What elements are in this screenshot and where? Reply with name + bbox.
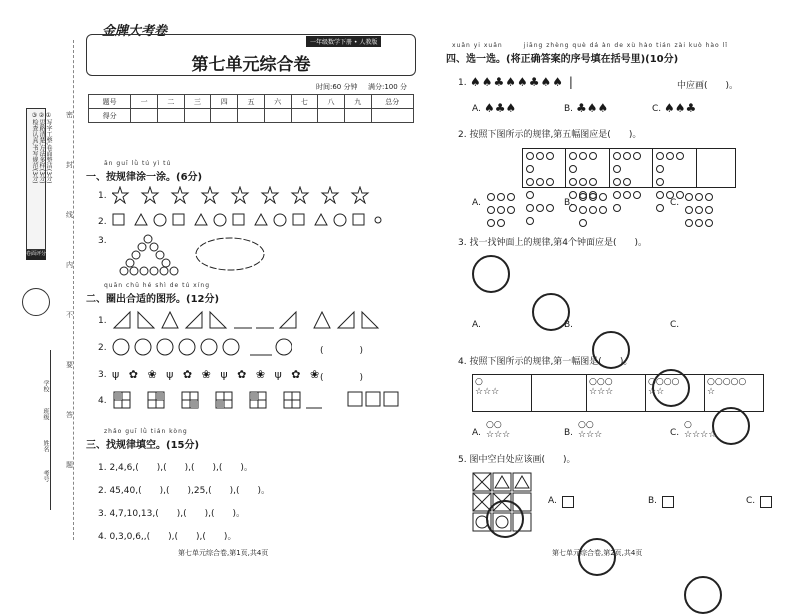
q1-num: 1.: [458, 78, 467, 88]
score-header: 七: [291, 95, 318, 109]
plant-row[interactable]: ψ ✿ ❀ ψ ✿ ❀ ψ ✿ ❀ ψ ✿ ❀: [112, 368, 323, 381]
score-cell[interactable]: [184, 109, 211, 123]
face-row[interactable]: [112, 337, 292, 357]
q5-opt-c[interactable]: C.: [746, 496, 756, 506]
scoring-notes: [26, 108, 52, 250]
name-label: 姓名: [42, 440, 49, 452]
star-icon: [172, 187, 188, 203]
star-icon: [202, 187, 218, 203]
q1-tail: 中应画( )。: [677, 81, 739, 91]
cut-line: [73, 40, 74, 540]
s3-line-1[interactable]: 1. 2,4,6,( ),( ),( ),( )。: [98, 463, 253, 473]
q2-opt-c[interactable]: C.: [670, 198, 680, 208]
note-1: ①写字工整,卷面整洁(3分): [45, 112, 52, 184]
note-2: ②思路清楚,方法多样(3分): [38, 112, 45, 184]
clock-icon: [684, 576, 722, 614]
s1-q2-num: 2.: [98, 217, 107, 227]
school-label: 学校: [42, 380, 49, 392]
fruit-sequence: ♠♠♣♠♠♣♠♠ |: [470, 75, 574, 89]
q2-opt-a[interactable]: A.: [472, 198, 481, 208]
class-label: 班级: [42, 408, 49, 420]
page-1: [86, 20, 416, 560]
score-header: 三: [184, 95, 211, 109]
binding-strip: [0, 0, 72, 566]
x-box-icon: [760, 496, 772, 508]
grade-tag: 一年级数学下册 • 人教版: [306, 36, 381, 47]
cut-char: 线: [66, 211, 73, 219]
s2-q2-paren[interactable]: ( ): [320, 346, 364, 356]
star-icon: [142, 187, 158, 203]
s2-pinyin: quān chū hé shì de tú xíng: [104, 282, 211, 289]
score-header: 题号: [89, 95, 131, 109]
seal-icon: [22, 288, 50, 316]
bead-patterns[interactable]: [112, 234, 282, 280]
s1-q3-num: 3.: [98, 236, 107, 246]
score-cell[interactable]: [371, 109, 413, 123]
star-icon: [322, 187, 338, 203]
circles-opt-b: [578, 192, 614, 231]
s1-q1-num: 1.: [98, 191, 107, 201]
q4-opt-c[interactable]: C.: [670, 428, 680, 438]
id-label: 考号: [42, 470, 49, 482]
brand-logo: 金牌大考卷: [102, 24, 168, 39]
score-cell[interactable]: [131, 109, 158, 123]
q2-text: 2. 按照下图所示的规律,第五幅图应是( )。: [458, 130, 642, 140]
cut-char: 要: [66, 361, 73, 369]
score-cell[interactable]: [291, 109, 318, 123]
q2-opt-b[interactable]: B.: [564, 198, 574, 208]
q4-opt-a-figure: ○○ ☆☆☆: [486, 420, 511, 440]
cut-char: 答: [66, 411, 73, 419]
star-icon: [352, 187, 368, 203]
q4-text: 4. 按照下图所示的规律,第一幅图是( )。: [458, 357, 633, 367]
score-header: 二: [157, 95, 184, 109]
s3-heading: 三、找规律填空。(15分): [86, 440, 200, 451]
star-icon: [292, 187, 308, 203]
q5-opt-a[interactable]: A.: [548, 496, 557, 506]
score-header: 六: [264, 95, 291, 109]
s2-q1-num: 1.: [98, 316, 107, 326]
shape-row[interactable]: [112, 212, 382, 228]
circles-opt-c: [684, 192, 720, 231]
s1-heading: 一、按规律涂一涂。(6分): [86, 172, 203, 183]
clock-icon: [712, 407, 750, 445]
q3-opt-b[interactable]: B.: [564, 320, 574, 330]
q3-text: 3. 找一找钟面上的规律,第4个钟面应是( )。: [458, 238, 648, 248]
triangle-row[interactable]: [112, 310, 402, 330]
q3-opt-c[interactable]: C.: [670, 320, 680, 330]
score-cell[interactable]: [344, 109, 371, 123]
fruit-opt-a: ♠♣♠: [484, 101, 517, 115]
time-label: 时间:60 分钟: [316, 83, 358, 91]
s2-q2-num: 2.: [98, 343, 107, 353]
q3-opt-a[interactable]: A.: [472, 320, 481, 330]
score-table: [88, 94, 414, 123]
q4-opt-c-figure: ○ ☆☆☆☆: [684, 420, 717, 440]
s3-line-4[interactable]: 4. 0,3,0,6,,( ),( ),( )。: [98, 532, 237, 542]
q4-opt-a[interactable]: A.: [472, 428, 481, 438]
star-circle-grid: ○ ☆☆☆ ○○○ ☆☆☆ ○○○○ ☆☆ ○○○○○ ☆: [472, 374, 764, 412]
s1-pinyin: ān guī lǜ tú yì tú: [104, 160, 172, 167]
cut-char: 不: [66, 311, 73, 319]
q1-opt-a[interactable]: A.: [472, 104, 481, 114]
cut-char: 题: [66, 461, 73, 469]
s4-heading: 四、选一选。(将正确答案的序号填在括号里)(10分): [446, 54, 679, 65]
fruit-opt-c: ♠♠♣: [664, 101, 697, 115]
star-icon: [232, 187, 248, 203]
star-icon: [262, 187, 278, 203]
note-3: ③检查认真,书写规范(3分): [31, 112, 38, 184]
score-cell[interactable]: [318, 109, 345, 123]
s3-pinyin: zhǎo guī lǜ tián kòng: [104, 428, 188, 435]
page-title: 第七单元综合卷: [191, 55, 311, 75]
page-2: [446, 20, 782, 560]
score-header: 总分: [371, 95, 413, 109]
s2-q3-num: 3.: [98, 370, 107, 380]
footer-page-1: 第七单元综合卷,第1页,共4页: [178, 549, 269, 557]
score-header: 四: [211, 95, 238, 109]
s2-q3-paren[interactable]: ( ): [320, 373, 364, 383]
q1-opt-b[interactable]: B.: [564, 104, 574, 114]
cut-char: 封: [66, 161, 73, 169]
x-box-icon: [562, 496, 574, 508]
clock-icon: [472, 255, 510, 293]
q5-text: 5. 图中空白处应该画( )。: [458, 455, 576, 465]
fill-line: [50, 350, 51, 510]
star-row[interactable]: [112, 186, 382, 204]
q4-opt-b[interactable]: B.: [564, 428, 574, 438]
score-header: 一: [131, 95, 158, 109]
score-header: 八: [318, 95, 345, 109]
s2-q4-num: 4.: [98, 396, 107, 406]
score-cell[interactable]: [264, 109, 291, 123]
s3-line-3[interactable]: 3. 4,7,10,13,( ),( ),( )。: [98, 509, 246, 519]
score-header: 五: [238, 95, 265, 109]
cut-char: 内: [66, 261, 73, 269]
pattern-grid: [472, 472, 532, 534]
q4-opt-b-figure: ○○ ☆☆☆: [578, 420, 603, 440]
score-header: 九: [344, 95, 371, 109]
star-icon: [112, 187, 128, 203]
score-row-label: 得分: [89, 109, 131, 123]
q1-opt-c[interactable]: C.: [652, 104, 662, 114]
s4-pinyin: xuǎn yi xuǎn jiāng zhèng què dá àn de xù hào tián zài kuò hào lǐ: [452, 42, 728, 49]
footer-page-2: 第七单元综合卷,第2页,共4页: [552, 549, 643, 557]
cell-blank-target: ○ ☆☆☆: [473, 375, 532, 411]
score-cell[interactable]: [238, 109, 265, 123]
cut-char: 密: [66, 111, 73, 119]
s3-line-2[interactable]: 2. 45,40,( ),( ),25,( ),( )。: [98, 486, 271, 496]
scoring-badge: 卷面评分: [26, 250, 46, 260]
fruit-opt-b: ♣♠♠: [576, 101, 609, 115]
score-cell[interactable]: [157, 109, 184, 123]
score-label: 满分:100 分: [368, 83, 407, 91]
s2-heading: 二、圈出合适的图形。(12分): [86, 294, 220, 305]
score-cell[interactable]: [211, 109, 238, 123]
x-box-icon: [662, 496, 674, 508]
circles-opt-a: [486, 192, 522, 231]
grid-square-row[interactable]: [112, 390, 402, 410]
circle-grid: [522, 148, 736, 188]
q5-opt-b[interactable]: B.: [648, 496, 658, 506]
